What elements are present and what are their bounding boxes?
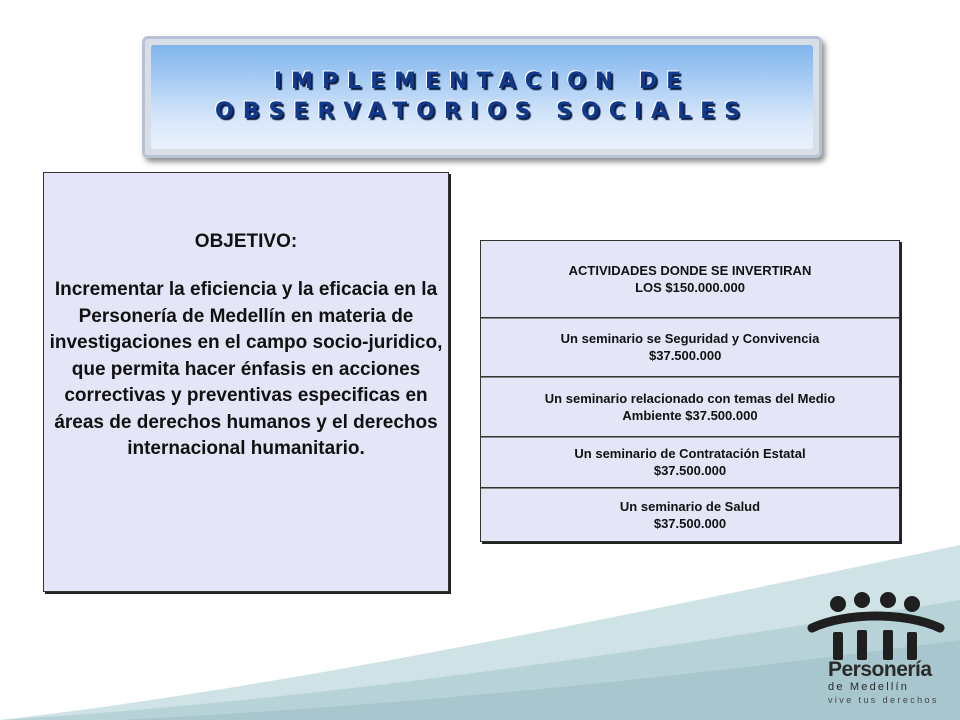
objective-heading: OBJETIVO: (194, 231, 298, 252)
activity-row-line-1: Un seminario de Salud (619, 498, 761, 514)
activity-row-line-2: $37.500.000 (653, 463, 727, 478)
activities-table (480, 240, 900, 542)
title-banner-inner (151, 45, 813, 149)
activity-row (481, 488, 899, 541)
title-banner (142, 36, 822, 158)
activity-row (481, 318, 899, 377)
objective-text: Incrementar la eficiencia y la eficacia en la Personería de Medellín en materia de investigaciones en el campo socio-juridico, que permita hacer énfasis en acciones correctivas y preventivas especificas en áreas de derechos humanos y el derechos internacional humanitario. (49, 279, 443, 459)
people-icon (806, 592, 946, 662)
activities-header-line-1: ACTIVIDADES DONDE SE INVERTIRAN (568, 263, 812, 278)
personeria-logo (806, 592, 946, 716)
activity-row (481, 377, 899, 437)
title-line-2: OBSERVATORIOS SOCIALES (215, 99, 749, 124)
activity-row-line-1: Un seminario se Seguridad y Convivencia (560, 331, 820, 346)
objective-box (43, 172, 449, 592)
activity-row (481, 437, 899, 488)
activity-row-line-1: Un seminario de Contratación Estatal (574, 446, 806, 461)
title-line-1: IMPLEMENTACION DE (273, 69, 691, 94)
activity-row-line-2: $37.500.000 (653, 515, 727, 531)
activities-header (481, 241, 899, 318)
activity-row-line-1: Un seminario relacionado con temas del Medio (544, 390, 836, 406)
activities-header-line-2: LOS $150.000.000 (635, 280, 745, 295)
logo-subtitle: de Medellín (828, 681, 910, 693)
logo-name: Personería (828, 658, 932, 681)
logo-tagline: vive tus derechos (828, 695, 939, 705)
activity-row-line-2: Ambiente $37.500.000 (622, 407, 758, 423)
activity-row-line-2: $37.500.000 (649, 348, 722, 363)
